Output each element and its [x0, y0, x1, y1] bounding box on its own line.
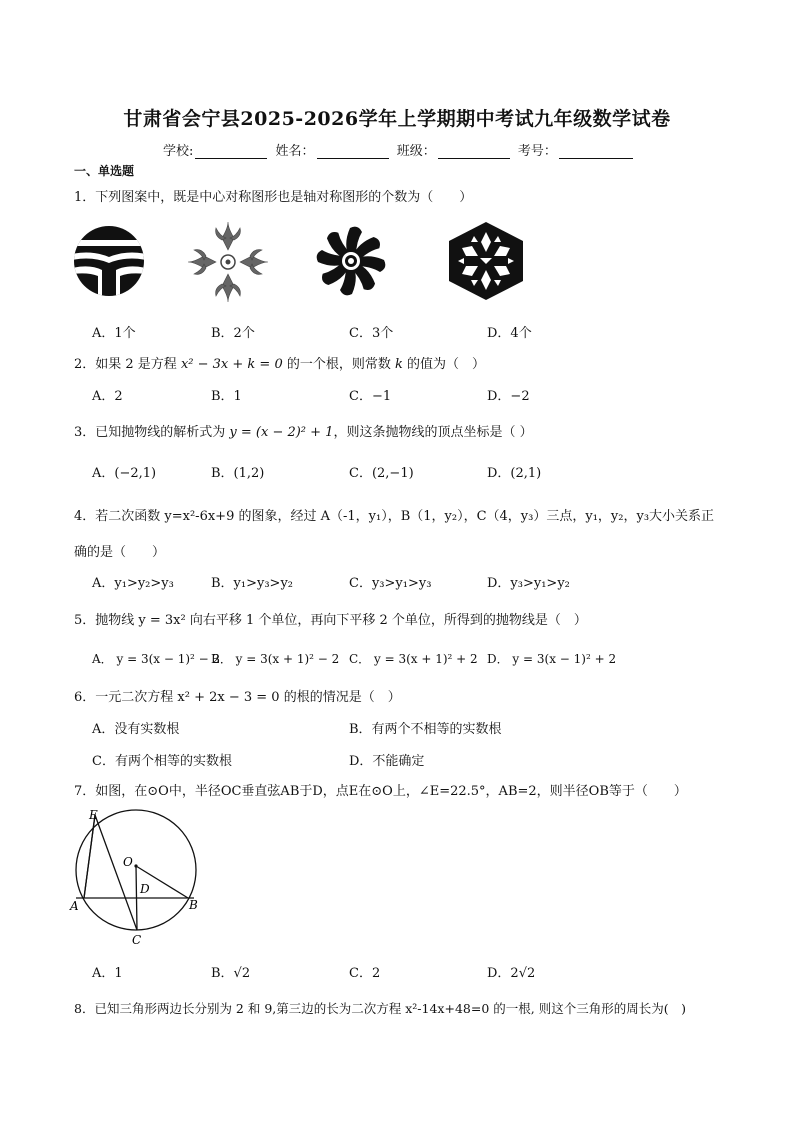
q4-option-d[interactable]: D．y₃>y₁>y₂: [487, 576, 570, 591]
q3-option-d[interactable]: D．(2,1): [487, 466, 542, 481]
q5-option-d[interactable]: D． y = 3(x − 1)² + 2: [487, 652, 617, 666]
four-petal-ornament-icon: [186, 220, 270, 304]
question-3-stem: [74, 421, 533, 440]
q6-option-b[interactable]: B．有两个不相等的实数根: [349, 722, 502, 737]
q2-option-d[interactable]: D．−2: [487, 389, 530, 404]
student-info-line: [163, 140, 637, 159]
striped-circle-icon: [72, 224, 146, 298]
q4-option-c[interactable]: C．y₃>y₁>y₃: [349, 576, 432, 591]
hexagon-snowflake-icon: [444, 220, 528, 302]
question-6-stem: 6．一元二次方程 x² + 2x − 3 = 0 的根的情况是（ ）: [74, 690, 401, 705]
label-e: E: [89, 808, 98, 822]
q2-text-a: 2．如果 2 是方程: [74, 357, 181, 372]
school-field[interactable]: [195, 146, 267, 159]
question-1-stem: 1．下列图案中，既是中心对称图形也是轴对称图形的个数为（ ）: [74, 190, 473, 205]
question-4-stem-line2: 确的是（ ）: [74, 545, 166, 560]
q4-option-b[interactable]: B．y₁>y₃>y₂: [211, 576, 294, 591]
page-title: 甘肃省会宁县2025-2026学年上学期期中考试九年级数学试卷: [123, 108, 671, 130]
q5-option-c[interactable]: C． y = 3(x + 1)² + 2: [349, 652, 478, 666]
exam-number-field[interactable]: [559, 146, 633, 159]
q6-option-a[interactable]: A．没有实数根: [92, 722, 180, 737]
question-2-stem: [74, 353, 485, 372]
q5-option-b[interactable]: B． y = 3(x + 1)² − 2: [211, 652, 340, 666]
q1-option-a[interactable]: A．1个: [92, 326, 136, 341]
q2-text-b: 的一个根，则常数: [282, 357, 395, 372]
name-label: 姓名：: [275, 144, 315, 159]
q5-option-a[interactable]: A． y = 3(x − 1)² − 2: [92, 652, 221, 666]
q3-option-b[interactable]: B．(1,2): [211, 466, 265, 481]
question-5-stem: 5．抛物线 y = 3x² 向右平移 1 个单位，再向下平移 2 个单位，所得到的抛物线是（ ）: [74, 613, 587, 628]
q3-text-b: ，则这条抛物线的顶点坐标是（ ）: [333, 425, 533, 440]
name-field[interactable]: [317, 146, 389, 159]
q7-option-a[interactable]: A．1: [92, 966, 123, 981]
circle-geometry-diagram: [66, 806, 216, 948]
q1-option-d[interactable]: D．4个: [487, 326, 532, 341]
section-heading: 一、单选题: [74, 164, 135, 178]
class-field[interactable]: [438, 146, 510, 159]
q7-option-b[interactable]: B．√2: [211, 966, 251, 981]
exam-number-label: 考号：: [517, 144, 557, 159]
label-b: B: [189, 898, 198, 912]
q7-option-c[interactable]: C．2: [349, 966, 381, 981]
q3-option-c[interactable]: C．(2,−1): [349, 466, 414, 481]
label-c: C: [132, 933, 142, 947]
q6-option-c[interactable]: C．有两个相等的实数根: [92, 754, 232, 769]
q4-option-a[interactable]: A．y₁>y₂>y₃: [92, 576, 174, 591]
school-label: 学校:: [163, 144, 194, 159]
q2-k: k: [394, 357, 403, 372]
question-4-stem-line1: 4．若二次函数 y=x²-6x+9 的图象，经过 A（-1，y₁），B（1，y₂），C（4，y₃）三点，y₁，y₂，y₃大小关系正: [74, 509, 715, 524]
q3-text-a: 3．已知抛物线的解析式为: [74, 425, 230, 440]
q2-option-b[interactable]: B．1: [211, 389, 242, 404]
question-8-stem: 8．已知三角形两边长分别为 2 和 9,第三边的长为二次方程 x²-14x+48=0 的一根, 则这个三角形的周长为( ): [74, 1001, 686, 1016]
question-7-stem: 7．如图，在⊙O中，半径OC垂直弦AB于D，点E在⊙O上，∠E=22.5°，AB=2，则半径OB等于（ ）: [74, 784, 687, 799]
q1-option-b[interactable]: B．2个: [211, 326, 255, 341]
q2-option-c[interactable]: C．−1: [349, 389, 392, 404]
q3-option-a[interactable]: A．(−2,1): [92, 466, 157, 481]
label-a: A: [70, 899, 79, 913]
q3-equation: y = (x − 2)² + 1: [229, 425, 334, 440]
q2-text-c: 的值为（ ）: [402, 357, 486, 372]
label-d: D: [140, 882, 150, 896]
q2-equation: x² − 3x + k = 0: [180, 357, 283, 372]
q6-option-d[interactable]: D．不能确定: [349, 754, 425, 769]
q1-option-c[interactable]: C．3个: [349, 326, 394, 341]
q7-option-d[interactable]: D．2√2: [487, 966, 536, 981]
label-o: O: [123, 855, 133, 869]
q2-option-a[interactable]: A．2: [92, 389, 123, 404]
class-label: 班级：: [396, 144, 436, 159]
pinwheel-flower-icon: [312, 222, 390, 300]
